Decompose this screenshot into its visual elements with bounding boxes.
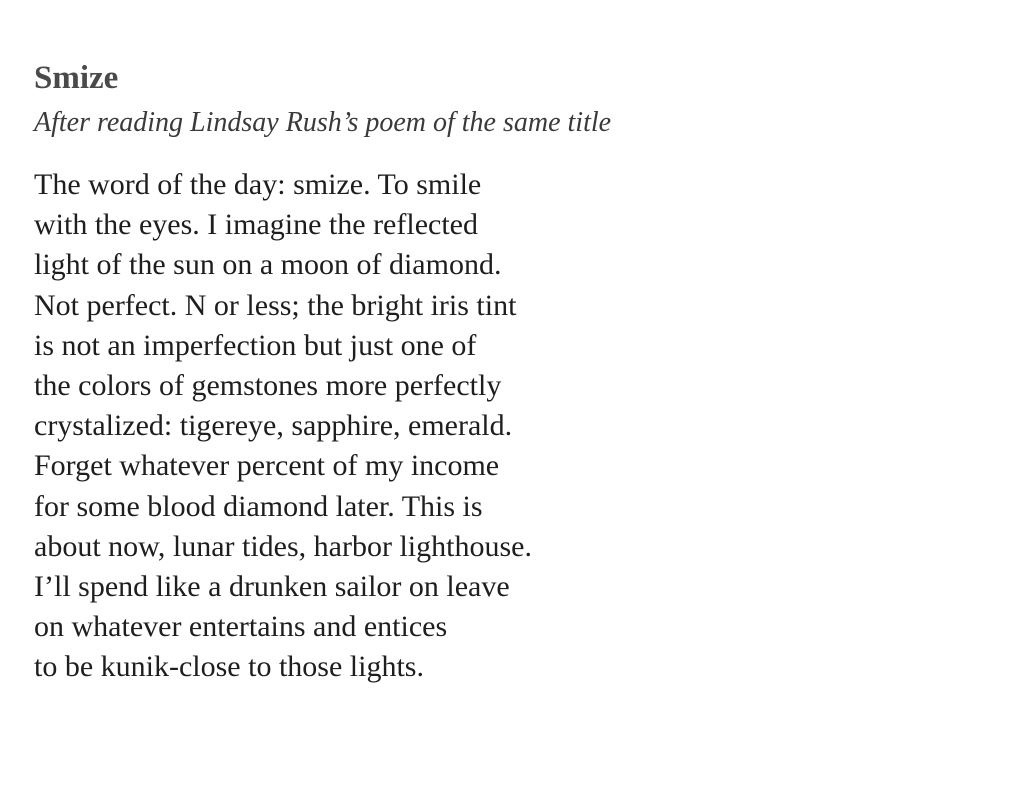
poem-line: The word of the day: smize. To smile (34, 168, 482, 201)
poem-line: light of the sun on a moon of diamond. (34, 248, 502, 282)
poem-line: is not an imperfection but just one of (34, 328, 477, 362)
poem-epigraph: After reading Lindsay Rush’s poem of the same title (34, 107, 612, 138)
poem-line: on whatever entertains and entices (34, 610, 448, 644)
poem-line: crystalized: tigereye, sapphire, emerald. (34, 409, 513, 443)
poem-page (34, 56, 994, 688)
poem-line: I’ll spend like a drunken sailor on leave (34, 570, 510, 604)
poem-line: about now, lunar tides, harbor lighthouse. (34, 529, 532, 563)
poem-title: Smize (34, 60, 119, 96)
poem-line: Not perfect. N or less; the bright iris tint (34, 288, 517, 322)
poem-line: the colors of gemstones more perfectly (34, 369, 502, 403)
poem-line: Forget whatever percent of my income (34, 449, 500, 483)
poem-line: for some blood diamond later. This is (34, 489, 483, 523)
poem-body (34, 165, 994, 688)
poem-line: with the eyes. I imagine the reflected (34, 208, 478, 242)
poem-line: to be kunik-close to those lights. (34, 650, 424, 684)
